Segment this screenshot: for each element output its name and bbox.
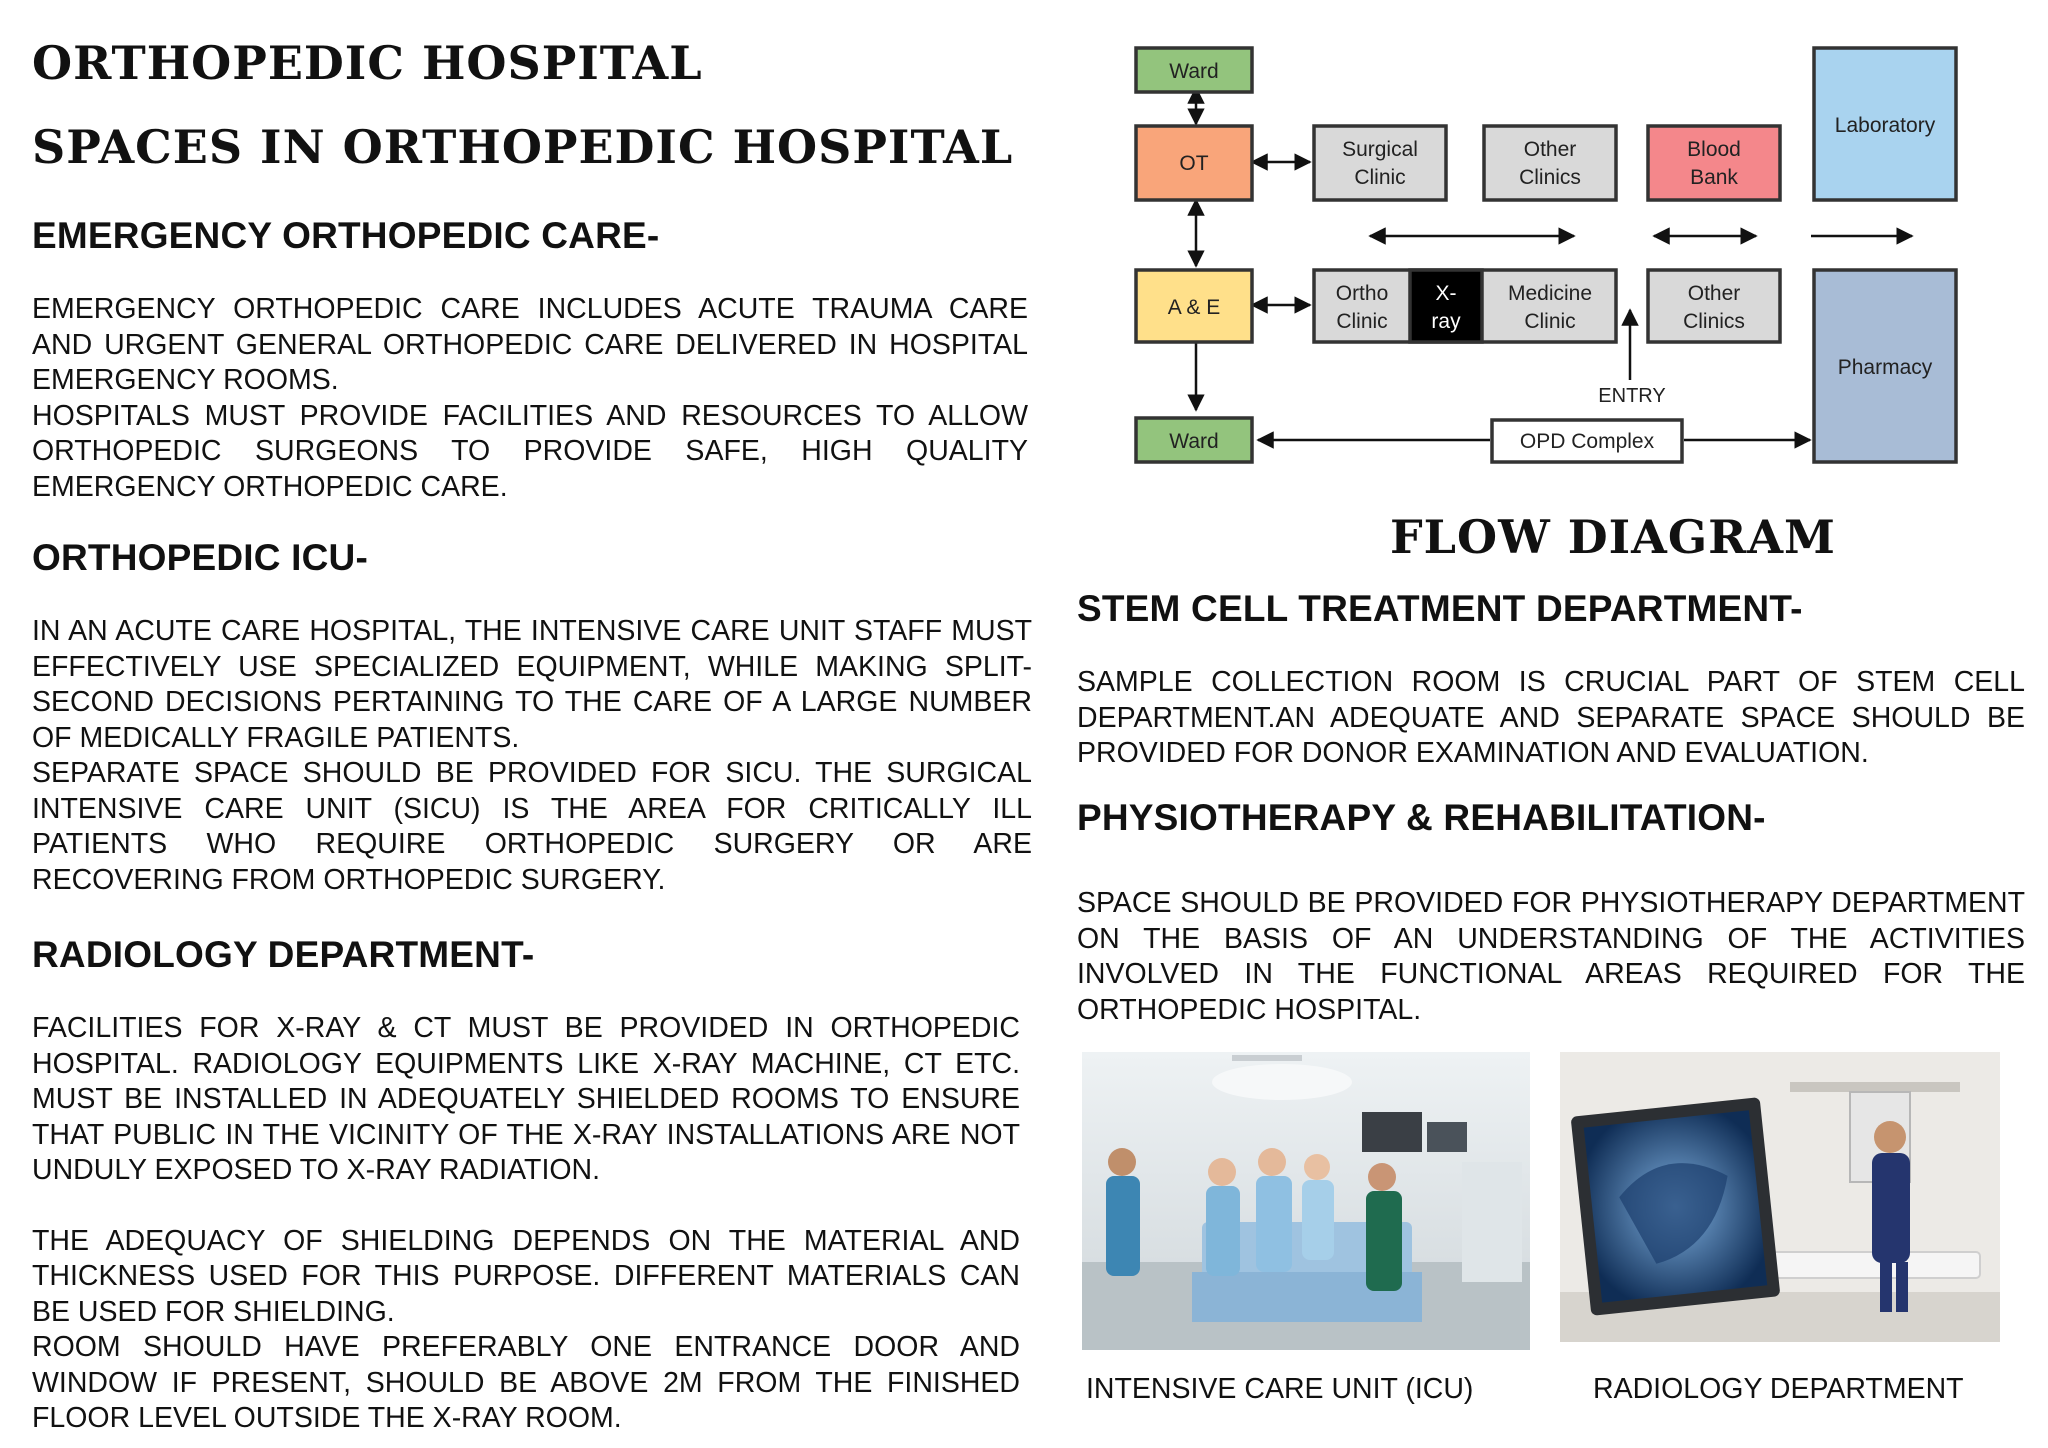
xray-label-2: ray — [1431, 310, 1461, 333]
other-clinics-label-2a: Other — [1687, 282, 1741, 305]
laboratory-label: Laboratory — [1834, 114, 1936, 137]
icu-caption: INTENSIVE CARE UNIT (ICU) — [1086, 1373, 1474, 1405]
flow-diagram — [1130, 40, 1970, 480]
ward-top-label: Ward — [1169, 60, 1219, 83]
ortho-clinic-label-1: Ortho — [1335, 282, 1389, 305]
icu-text — [32, 614, 1032, 898]
ward-bottom-label: Ward — [1169, 430, 1219, 453]
ae-label: A & E — [1167, 296, 1221, 319]
icu-paragraph-1: IN AN ACUTE CARE HOSPITAL, THE INTENSIVE CARE UNIT STAFF MUST EFFECTIVELY USE SPECIALIZED EQUIPMENT, WHILE MAKING SPLIT-SECOND DECISIONS PERTAINING TO THE CARE OF A LARGE NUMBER OF MEDICALLY FRAGILE PATIENTS. — [32, 615, 1032, 754]
stem-cell-heading: STEM CELL TREATMENT DEPARTMENT- — [1077, 588, 1803, 629]
surgical-clinic-label-2: Clinic — [1354, 166, 1406, 189]
ortho-clinic-label-2: Clinic — [1336, 310, 1388, 333]
stem-cell-paragraph: SAMPLE COLLECTION ROOM IS CRUCIAL PART OF STEM CELL DEPARTMENT.AN ADEQUATE AND SEPARATE SPACE SHOULD BE PROVIDED FOR DONOR EXAMINATION AND EVALUATION. — [1077, 666, 2025, 769]
physio-text — [1077, 886, 2025, 1028]
medicine-clinic-label-1: Medicine — [1507, 282, 1593, 305]
icu-photo — [1082, 1052, 1530, 1350]
radiology-paragraph-1: FACILITIES FOR X-RAY & CT MUST BE PROVIDED IN ORTHOPEDIC HOSPITAL. RADIOLOGY EQUIPMENTS LIKE X-RAY MACHINE, CT ETC. MUST BE INSTALLED IN ADEQUATELY SHIELDED ROOMS TO ENSURE THAT PUBLIC IN THE VICINITY OF THE X-RAY INSTALLATIONS ARE NOT UNDULY EXPOSED TO X-RAY RADIATION. — [32, 1012, 1020, 1186]
physio-heading: PHYSIOTHERAPY & REHABILITATION- — [1077, 797, 1766, 838]
emergency-paragraph-1: EMERGENCY ORTHOPEDIC CARE INCLUDES ACUTE TRAUMA CARE AND URGENT GENERAL ORTHOPEDIC CARE DELIVERED IN HOSPITAL EMERGENCY ROOMS. — [32, 293, 1028, 396]
radiology-caption: RADIOLOGY DEPARTMENT — [1593, 1373, 1964, 1405]
icu-heading: ORTHOPEDIC ICU- — [32, 537, 368, 578]
pharmacy-label: Pharmacy — [1837, 356, 1933, 379]
ot-label: OT — [1179, 152, 1209, 175]
surgical-clinic-label-1: Surgical — [1342, 138, 1418, 161]
radiology-text — [32, 1011, 1020, 1437]
page-title: ORTHOPEDIC HOSPITAL — [32, 36, 703, 90]
xray-label-1: X- — [1435, 282, 1457, 305]
physio-paragraph: SPACE SHOULD BE PROVIDED FOR PHYSIOTHERAPY DEPARTMENT ON THE BASIS OF AN UNDERSTANDING OF THE ACTIVITIES INVOLVED IN THE FUNCTIONAL AREAS REQUIRED FOR THE ORTHOPEDIC HOSPITAL. — [1077, 887, 2025, 1026]
emergency-text — [32, 292, 1028, 505]
blood-bank-label-2: Bank — [1690, 166, 1738, 189]
radiology-paragraph-2: THE ADEQUACY OF SHIELDING DEPENDS ON THE MATERIAL AND THICKNESS USED FOR THIS PURPOSE. DIFFERENT MATERIALS CAN BE USED FOR SHIELDING. — [32, 1224, 1020, 1328]
stem-cell-text — [1077, 665, 2025, 772]
radiology-heading: RADIOLOGY DEPARTMENT- — [32, 934, 535, 975]
spaces-title: SPACES IN ORTHOPEDIC HOSPITAL — [32, 120, 1014, 174]
icu-paragraph-2: SEPARATE SPACE SHOULD BE PROVIDED FOR SICU. THE SURGICAL INTENSIVE CARE UNIT (SICU) IS THE AREA FOR CRITICALLY ILL PATIENTS WHO REQUIRE ORTHOPEDIC SURGERY OR ARE RECOVERING FROM ORTHOPEDIC SURGERY. — [32, 757, 1032, 896]
other-clinics-label-1a: Other — [1523, 138, 1577, 161]
medicine-clinic-label-2: Clinic — [1524, 310, 1576, 333]
opd-complex-label: OPD Complex — [1519, 430, 1655, 453]
radiology-photo — [1560, 1052, 2000, 1342]
other-clinics-label-1b: Clinics — [1519, 166, 1581, 189]
entry-label: ENTRY — [1598, 385, 1666, 407]
other-clinics-label-2b: Clinics — [1683, 310, 1745, 333]
emergency-heading: EMERGENCY ORTHOPEDIC CARE- — [32, 215, 660, 256]
blood-bank-label-1: Blood — [1687, 138, 1741, 161]
emergency-paragraph-2: HOSPITALS MUST PROVIDE FACILITIES AND RESOURCES TO ALLOW ORTHOPEDIC SURGEONS TO PROVIDE SAFE, HIGH QUALITY EMERGENCY ORTHOPEDIC CARE. — [32, 399, 1028, 503]
radiology-paragraph-3: ROOM SHOULD HAVE PREFERABLY ONE ENTRANCE DOOR AND WINDOW IF PRESENT, SHOULD BE ABOVE 2M FROM THE FINISHED FLOOR LEVEL OUTSIDE THE X-RAY ROOM. — [32, 1331, 1020, 1434]
flow-diagram-title: FLOW DIAGRAM — [1390, 510, 1836, 564]
